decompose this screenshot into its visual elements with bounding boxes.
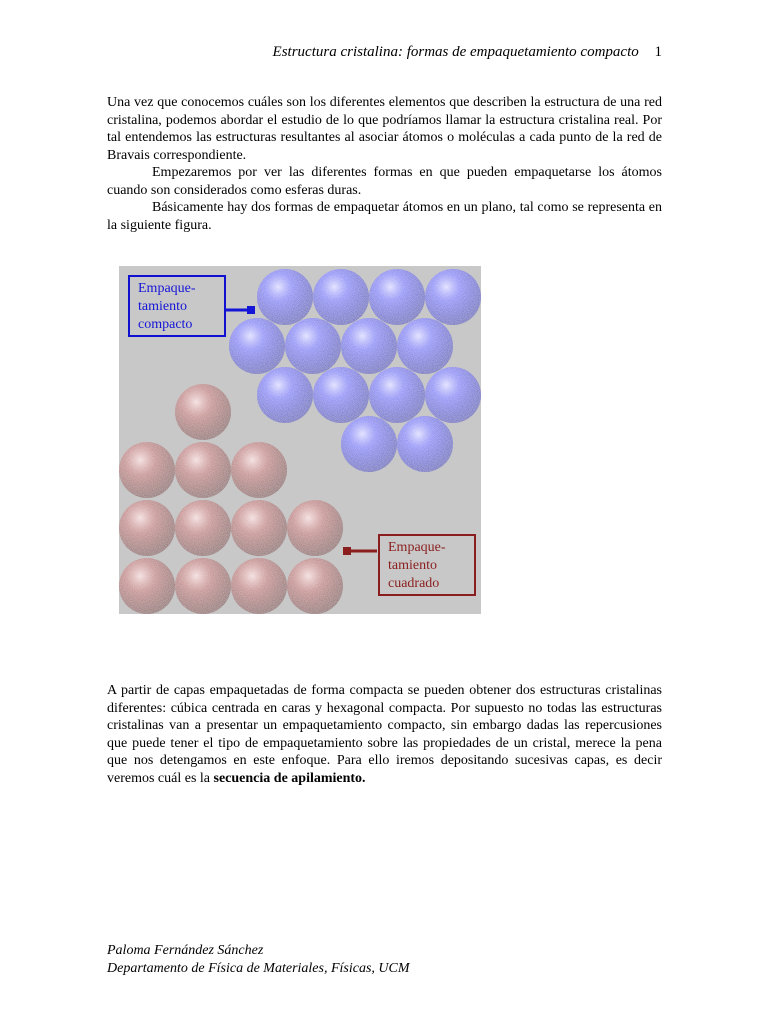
compact-sphere: [369, 367, 425, 423]
square-sphere: [119, 442, 175, 498]
compact-packing-spheres: [229, 269, 481, 472]
packing-figure: [119, 266, 481, 614]
compact-sphere: [257, 269, 313, 325]
square-packing-spheres: [119, 384, 343, 614]
page-number: 1: [654, 44, 662, 60]
compact-sphere: [229, 318, 285, 374]
compact-sphere: [341, 416, 397, 472]
intro-paragraphs: [107, 94, 662, 234]
square-sphere: [119, 500, 175, 556]
square-arrow-icon: [343, 547, 377, 555]
compact-arrow-icon: [223, 306, 255, 314]
square-sphere: [175, 384, 231, 440]
paragraph-4-text: A partir de capas empaquetadas de forma compacta se pueden obtener dos estructuras cristalinas diferentes: cúbica centrada en caras y hexagonal compacta. Por supuesto no todas las estructuras cristalinas van a presentar un empaquetamiento compacto, sin embargo dadas las repercusiones que puede tener el tipo de empaquetamiento sobre las propiedades de un cristal, merece la pena que nos detengamos en este enfoque. Para ello iremos depositando sucesivas capas, es decir veremos cuál es la: [107, 683, 662, 786]
compact-sphere: [285, 318, 341, 374]
square-sphere: [231, 500, 287, 556]
paragraph-4: [107, 682, 662, 787]
square-sphere: [231, 442, 287, 498]
compact-packing-label: Empaque- tamiento compacto: [128, 275, 226, 337]
compact-sphere: [397, 318, 453, 374]
page-footer: [107, 942, 410, 978]
square-sphere: [287, 558, 343, 614]
square-sphere: [175, 558, 231, 614]
compact-sphere: [397, 416, 453, 472]
stacking-sequence-term: secuencia de apilamiento.: [213, 770, 366, 786]
paragraph-2: Empezaremos por ver las diferentes formas en que pueden empaquetarse los átomos cuando son considerados como esferas duras.: [107, 165, 662, 198]
square-sphere: [175, 442, 231, 498]
square-sphere: [231, 558, 287, 614]
compact-sphere: [313, 367, 369, 423]
square-sphere: [175, 500, 231, 556]
compact-sphere: [369, 269, 425, 325]
square-sphere: [119, 558, 175, 614]
header-title: Estructura cristalina: formas de empaquetamiento compacto: [272, 44, 639, 60]
square-packing-label: Empaque- tamiento cuadrado: [378, 534, 476, 596]
square-sphere: [287, 500, 343, 556]
footer-department: Departamento de Física de Materiales, Físicas, UCM: [107, 961, 410, 976]
footer-author: Paloma Fernández Sánchez: [107, 943, 264, 958]
compact-sphere: [425, 367, 481, 423]
compact-sphere: [425, 269, 481, 325]
compact-sphere: [257, 367, 313, 423]
paragraph-3: Básicamente hay dos formas de empaquetar átomos en un plano, tal como se representa en la siguiente figura.: [107, 200, 662, 233]
compact-sphere: [341, 318, 397, 374]
page-header: [273, 44, 662, 61]
compact-sphere: [313, 269, 369, 325]
paragraph-1: Una vez que conocemos cuáles son los diferentes elementos que describen la estructura de una red cristalina, podemos abordar el estudio de lo que podríamos llamar la estructura cristalina real. Por tal entendemos las estructuras resultantes al asociar átomos o moléculas a cada punto de la red de Bravais correspondiente.: [107, 95, 662, 163]
